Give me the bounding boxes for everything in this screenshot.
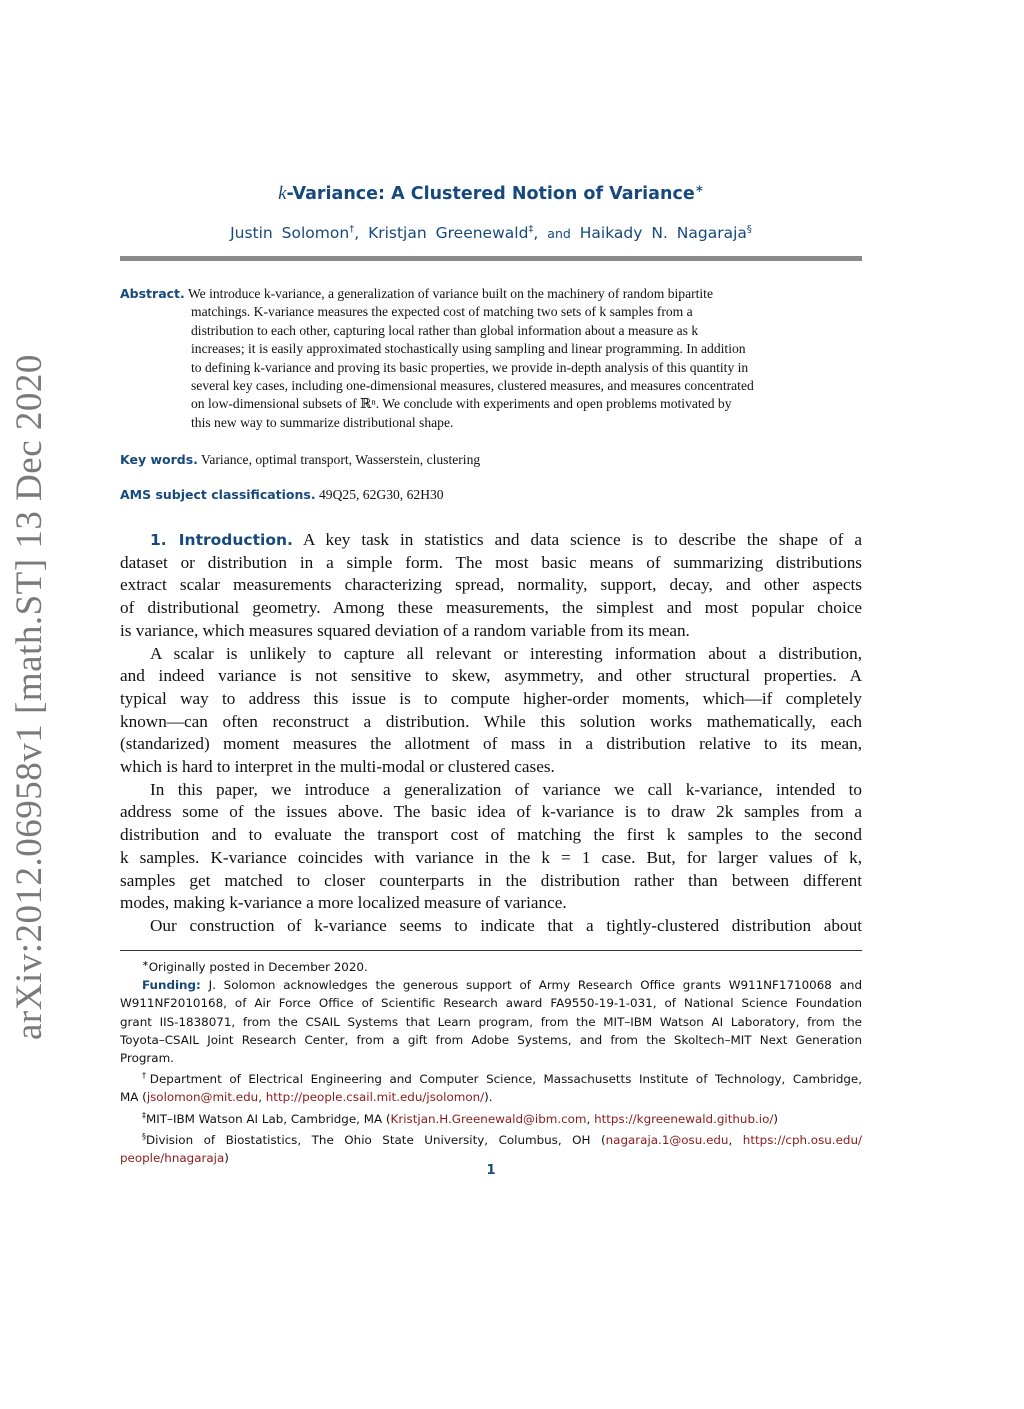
author-nagaraja: Haikady N. Nagaraja: [579, 224, 747, 243]
url-link-solomon[interactable]: http://people.csail.mit.edu/jsolomon/: [265, 1090, 485, 1105]
abstract: Abstract. We introduce k-variance, a generalization of variance built on the machinery of random bipartite matchings. K-variance measures the expected cost of matching two sets of k samples from a distribution to each other, capturing local rather than global information about a measure as k increases; it is easily approximated stochastically using sampling and linear programming. In addition to defining k-variance and proving its basic properties, we provide in-depth analysis of this quantity in several key cases, including one-dimensional measures, clustered measures, and measures concentrated on low-dimensional subsets of ℝⁿ. We conclude with experiments and open problems motivated by this new way to summarize distributional shape.: [120, 286, 754, 430]
footnote-greenewald: ‡MIT–IBM Watson AI Lab, Cambridge, MA (Kristjan.H.Greenewald@ibm.com, https://kgreenewald.github.io/): [142, 1110, 779, 1126]
footnote-solomon: †Department of Electrical Engineering and Computer Science, Massachusetts Institute of Technology, Cambridge,: [142, 1071, 863, 1087]
introduction-section: 1. Introduction. A key task in statistics and data science is to describe the shape of a dataset or distribution in a simple form. The most basic means of summarizing distributions extract scalar measurements characterizing spread, normality, support, decay, and other aspects of distributional geometry. Among these measurements, the simplest and most popular choice is variance, which measures squared deviation of a random variable from its mean. A scalar is unlikely to capture all relevant or interesting information about a distribution, and indeed variance is not sensitive to skew, asymmetry, and other structural properties. A typical way to address this issue is to compute higher-order moments, which—if completely known—can often reconstruct a distribution. While this solution works mathematically, each (standarized) moment measures the allotment of mass in a distribution relative to its mean, which is hard to interpret in the multi-modal or clustered cases. In this paper, we introduce a generalization of variance we call k-variance, intended to address some of the issues above. The basic idea of k-variance is to draw 2k samples from a distribution and to evaluate the transport cost of matching the first k samples to the second k samples. K-variance coincides with variance in the k = 1 case. But, for larger values of k, samples get matched to closer counterparts in the distribution rather than between different modes, making k-variance a more localized measure of variance. Our construction of k-variance seems to indicate that a tightly-clustered distribution about: [120, 530, 862, 935]
url-link-nagaraja[interactable]: https://cph.osu.edu/: [742, 1132, 862, 1147]
author-greenewald: Kristjan Greenewald: [368, 224, 529, 243]
footnote-divider: [120, 950, 862, 951]
title-divider: [120, 256, 862, 261]
paper-title: k-Variance: A Clustered Notion of Variance∗: [278, 182, 704, 204]
url-link-nagaraja-cont[interactable]: people/hnagaraja: [120, 1150, 225, 1165]
footnote-posted: ∗Originally posted in December 2020.: [142, 959, 368, 974]
page-number: 1: [486, 1163, 496, 1178]
footnote-nagaraja: §Division of Biostatistics, The Ohio State University, Columbus, OH (nagaraja.1@osu.edu, https://cph.osu.edu/: [142, 1131, 862, 1147]
keywords: Key words. Variance, optimal transport, Wasserstein, clustering: [120, 452, 481, 467]
footnote-funding: Funding: J. Solomon acknowledges the generous support of Army Research Office grants W911NF1710068 and: [142, 978, 863, 993]
author-solomon: Justin Solomon: [230, 224, 350, 243]
section-heading: 1. Introduction.: [150, 531, 293, 549]
ams-classifications: AMS subject classifications. 49Q25, 62G30, 62H30: [120, 487, 444, 502]
footnotes: ∗Originally posted in December 2020. Funding: J. Solomon acknowledges the generous support of Army Research Office grants W911NF1710068 and W911NF2010168, of Air Force Office of Scientific Research award FA9550-19-1-031, of National Science Foundation grant IIS-1838071, from the CSAIL Systems that Learn program, from the MIT–IBM Watson AI Laboratory, from the Toyota–CSAIL Joint Research Center, from a gift from Adobe Systems, and from the Skoltech–MIT Next Generation Program. †Department of Electrical Engineering and Computer Science, Massachusetts Institute of Technology, Cambridge, MA (jsolomon@mit.edu, http://people.csail.mit.edu/jsolomon/). ‡MIT–IBM Watson AI Lab, Cambridge, MA (Kristjan.H.Greenewald@ibm.com, https://kgreenewald.github.io/) §Division of Biostatistics, The Ohio State University, Columbus, OH (nagaraja.1@osu.edu, https://cph.osu.edu/ people/hnagaraja): [120, 955, 862, 1167]
url-link-greenewald[interactable]: https://kgreenewald.github.io/: [594, 1111, 774, 1126]
abstract-label: Abstract.: [120, 286, 185, 301]
email-link-solomon[interactable]: jsolomon@mit.edu: [146, 1090, 259, 1105]
author-list: Justin Solomon†, Kristjan Greenewald‡, and Haikady N. Nagaraja§: [230, 224, 752, 243]
email-link-greenewald[interactable]: Kristjan.H.Greenewald@ibm.com: [390, 1111, 587, 1126]
email-link-nagaraja[interactable]: nagaraja.1@osu.edu: [605, 1132, 729, 1147]
arxiv-side-stamp: arXiv:2012.06958v1 [math.ST] 13 Dec 2020: [9, 354, 50, 1040]
